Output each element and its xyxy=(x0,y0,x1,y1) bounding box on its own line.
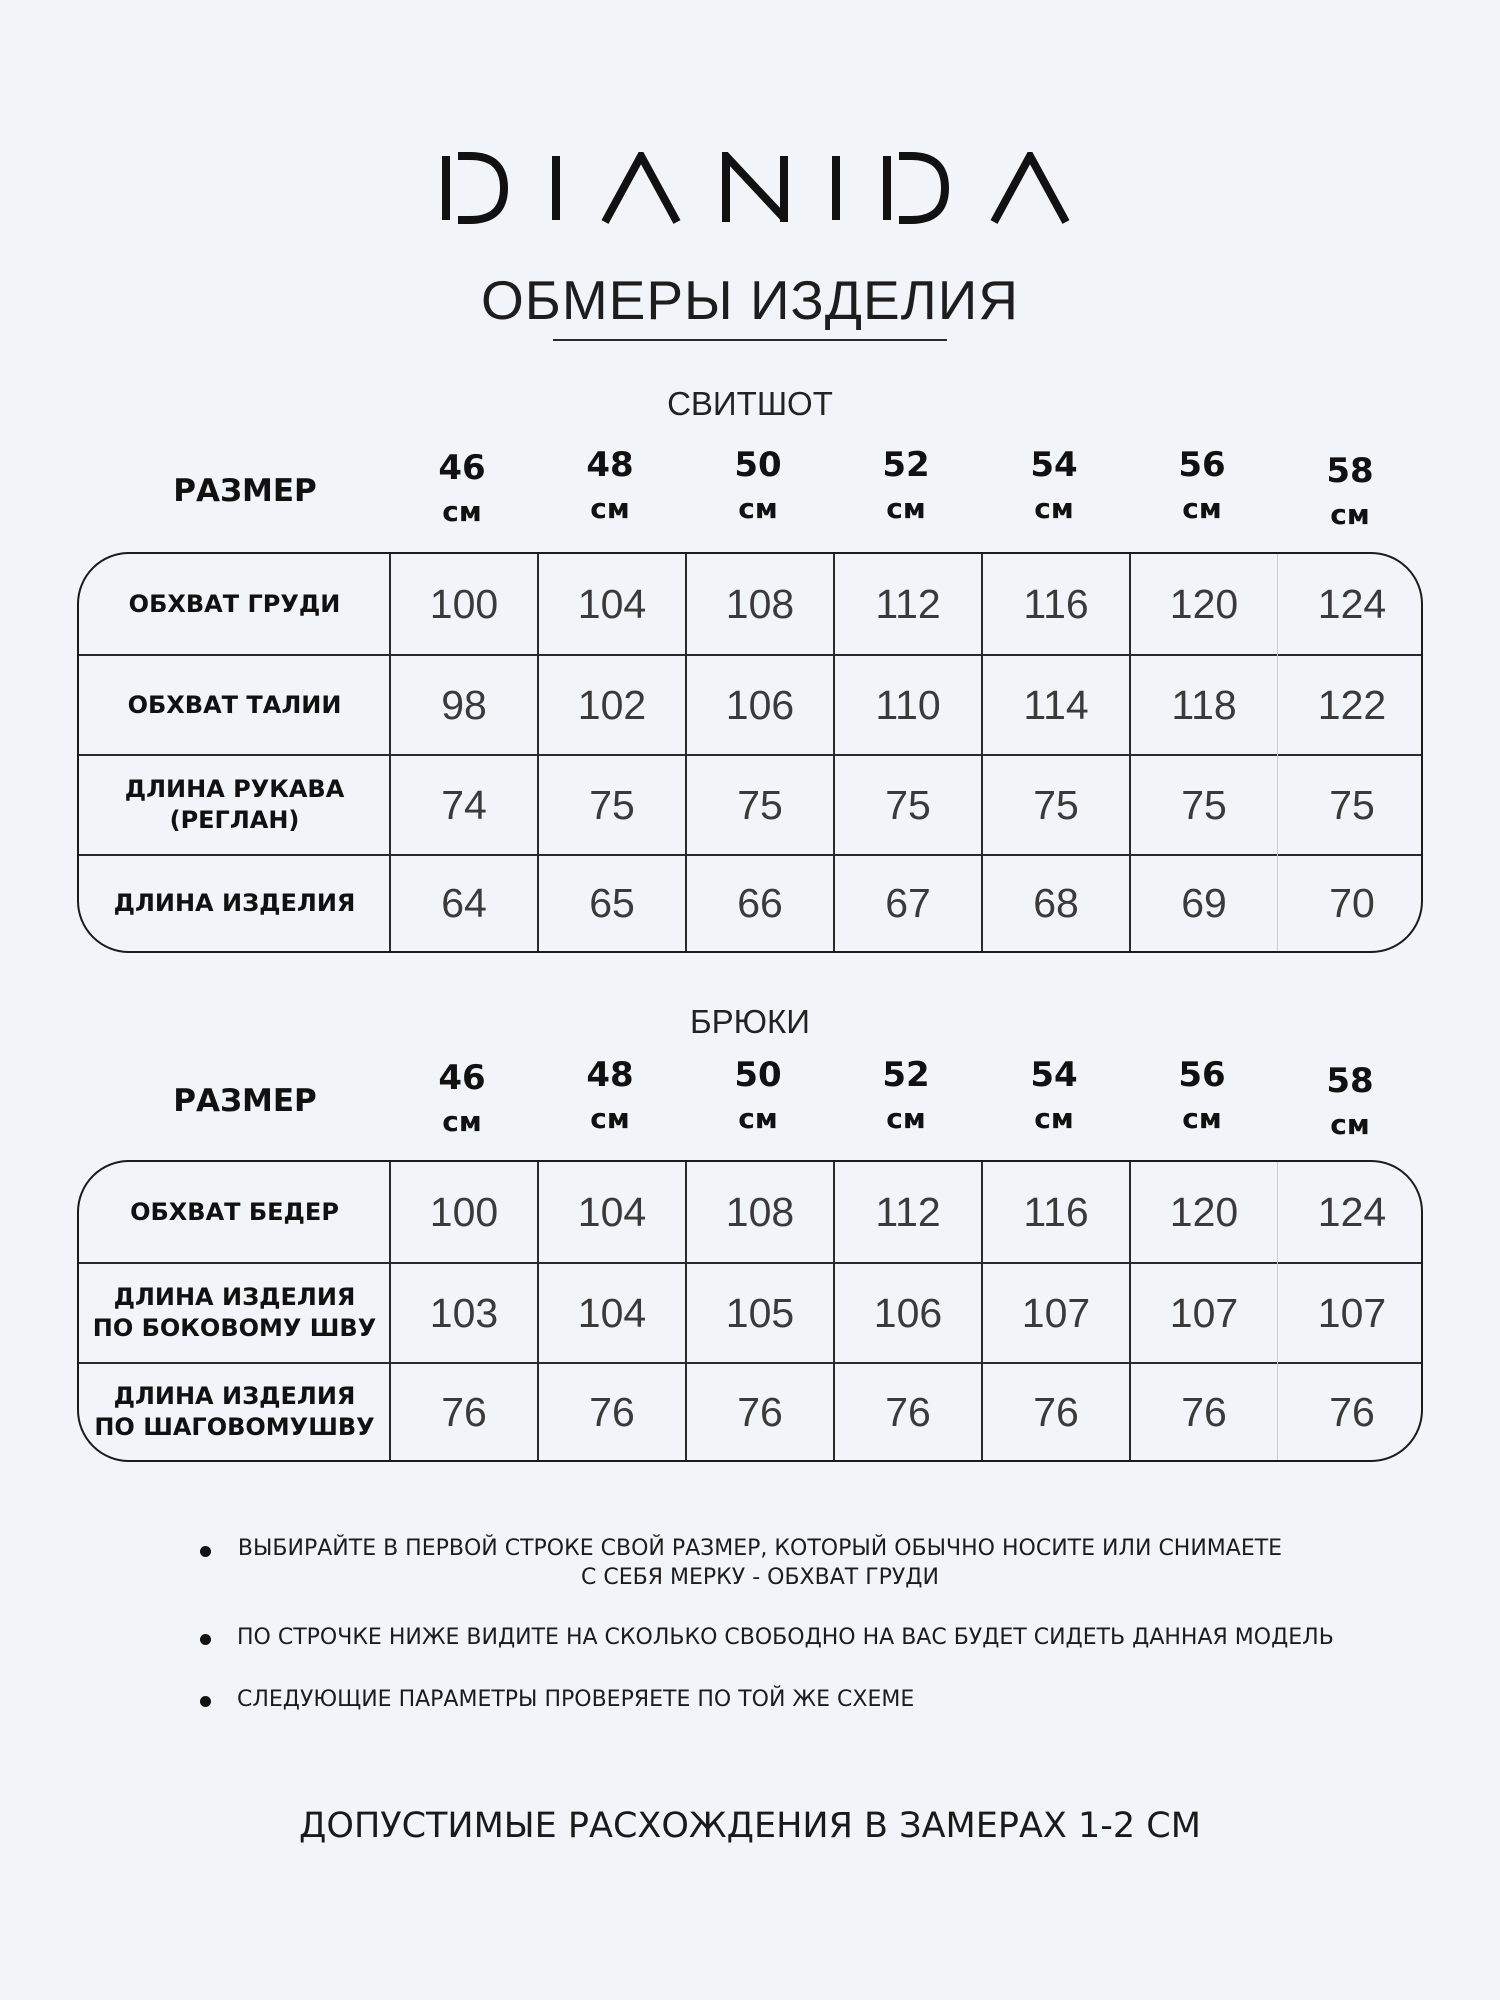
size-unit: см xyxy=(1330,498,1370,531)
size-unit: см xyxy=(442,1105,482,1138)
bullet-icon xyxy=(200,1634,211,1645)
table-cell: 102 xyxy=(577,681,647,728)
table-row xyxy=(79,1362,1423,1460)
table-cell: 114 xyxy=(1023,681,1089,728)
tolerance-note: ДОПУСТИМЫЕ РАСХОЖДЕНИЯ В ЗАМЕРАХ 1-2 СМ xyxy=(299,1806,1201,1846)
size-number: 56 xyxy=(1178,445,1226,485)
table-cell: 107 xyxy=(1317,1289,1387,1336)
size-number: 54 xyxy=(1030,1055,1078,1095)
table-cell: 75 xyxy=(589,781,635,828)
table-cell: 76 xyxy=(1329,1388,1375,1435)
sweatshirt-size-58 xyxy=(1276,451,1424,539)
note-3: СЛЕДУЮЩИЕ ПАРАМЕТРЫ ПРОВЕРЯЕТЕ ПО ТОЙ ЖЕ СХЕМЕ xyxy=(237,1687,915,1712)
table-cell: 107 xyxy=(1021,1289,1091,1336)
table-cell: 76 xyxy=(1181,1388,1227,1435)
size-number: 56 xyxy=(1178,1055,1226,1095)
table-cell: 75 xyxy=(885,781,931,828)
column-divider xyxy=(981,1162,983,1460)
table-cell: 100 xyxy=(429,1188,499,1235)
logo-letter-i xyxy=(549,152,563,224)
table-cell: 104 xyxy=(577,1188,647,1235)
size-unit: см xyxy=(1182,492,1222,525)
size-unit: см xyxy=(886,492,926,525)
column-divider xyxy=(1129,1162,1131,1460)
sweatshirt-size-46 xyxy=(388,448,536,536)
column-divider xyxy=(833,1162,835,1460)
table-cell: 76 xyxy=(441,1388,487,1435)
sweatshirt-size-54 xyxy=(980,445,1128,533)
table-cell: 75 xyxy=(1181,781,1227,828)
size-unit: см xyxy=(1034,1102,1074,1135)
size-unit: см xyxy=(442,495,482,528)
size-unit: см xyxy=(738,1102,778,1135)
table-cell: 120 xyxy=(1169,580,1239,627)
table-cell: 75 xyxy=(1329,781,1375,828)
column-divider xyxy=(389,1162,391,1460)
logo-letter-n xyxy=(720,152,790,224)
table-cell: 106 xyxy=(725,681,795,728)
pants-size-46 xyxy=(388,1058,536,1146)
table-cell: 104 xyxy=(577,580,647,627)
table-cell: 65 xyxy=(589,880,635,926)
table-cell: 116 xyxy=(1023,1188,1089,1235)
table-cell: 124 xyxy=(1317,580,1387,627)
note-2: ПО СТРОЧКЕ НИЖЕ ВИДИТЕ НА СКОЛЬКО СВОБОДНО НА ВАС БУДЕТ СИДЕТЬ ДАННАЯ МОДЕЛЬ xyxy=(237,1625,1334,1650)
pants-size-58 xyxy=(1276,1061,1424,1149)
pants-size-label: РАЗМЕР xyxy=(173,1083,317,1119)
sweatshirt-size-label: РАЗМЕР xyxy=(173,473,317,509)
column-divider xyxy=(1277,554,1278,951)
pants-size-52 xyxy=(832,1055,980,1143)
brand-logo xyxy=(440,140,1070,235)
pants-size-48 xyxy=(536,1055,684,1143)
table-cell: 76 xyxy=(1033,1388,1079,1435)
table-row xyxy=(79,754,1423,854)
size-number: 52 xyxy=(882,1055,930,1095)
bullet-icon xyxy=(200,1696,211,1707)
table-cell: 104 xyxy=(577,1289,647,1336)
pants-size-56 xyxy=(1128,1055,1276,1143)
size-number: 52 xyxy=(882,445,930,485)
table-cell: 70 xyxy=(1329,880,1375,926)
table-row xyxy=(79,1262,1423,1362)
table-cell: 66 xyxy=(737,880,783,926)
logo-letter-i-2 xyxy=(829,152,843,224)
row-label: ОБХВАТ БЕДЕР xyxy=(130,1197,339,1226)
sweatshirt-size-56 xyxy=(1128,445,1276,533)
table-cell: 64 xyxy=(441,880,487,926)
table-cell: 118 xyxy=(1171,681,1237,728)
logo-letter-a-2 xyxy=(990,152,1070,224)
row-label: ДЛИНА ИЗДЕЛИЯ ПО ШАГОВОМУШВУ xyxy=(94,1382,375,1441)
table-cell: 98 xyxy=(441,681,487,728)
table-cell: 69 xyxy=(1181,880,1227,926)
column-divider xyxy=(537,554,539,951)
table-row xyxy=(79,554,1423,654)
note-1: ВЫБИРАЙТЕ В ПЕРВОЙ СТРОКЕ СВОЙ РАЗМЕР, КОТОРЫЙ ОБЫЧНО НОСИТЕ ИЛИ СНИМАЕТЕ С СЕБЯ МЕРКУ - ОБХВАТ ГРУДИ xyxy=(237,1536,1283,1590)
column-divider xyxy=(685,1162,687,1460)
table-cell: 76 xyxy=(589,1388,635,1435)
logo-letter-a xyxy=(601,152,681,224)
size-number: 54 xyxy=(1030,445,1078,485)
table-cell: 74 xyxy=(441,781,487,828)
table-cell: 76 xyxy=(737,1388,783,1435)
size-number: 50 xyxy=(734,445,782,485)
size-number: 58 xyxy=(1326,451,1374,491)
size-number: 48 xyxy=(586,445,634,485)
table-cell: 75 xyxy=(1033,781,1079,828)
size-unit: см xyxy=(590,492,630,525)
table-cell: 75 xyxy=(737,781,783,828)
row-label: ОБХВАТ ТАЛИИ xyxy=(127,690,342,719)
row-label: ДЛИНА ИЗДЕЛИЯ xyxy=(113,889,356,917)
table-cell: 68 xyxy=(1033,880,1079,926)
size-unit: см xyxy=(1330,1108,1370,1141)
title-underline xyxy=(553,339,947,341)
table-cell: 112 xyxy=(875,1188,941,1235)
table-row xyxy=(79,654,1423,754)
row-label: ДЛИНА ИЗДЕЛИЯ ПО БОКОВОМУ ШВУ xyxy=(92,1283,377,1342)
table-cell: 108 xyxy=(725,1188,795,1235)
column-divider xyxy=(389,554,391,951)
logo-letter-d xyxy=(440,152,510,224)
size-unit: см xyxy=(886,1102,926,1135)
table-cell: 67 xyxy=(885,880,931,926)
sweatshirt-size-50 xyxy=(684,445,832,533)
column-divider xyxy=(1129,554,1131,951)
size-number: 50 xyxy=(734,1055,782,1095)
table-cell: 76 xyxy=(885,1388,931,1435)
table-cell: 110 xyxy=(875,681,941,728)
column-divider xyxy=(1277,1162,1278,1460)
size-number: 46 xyxy=(438,1058,486,1098)
table-row xyxy=(79,1162,1423,1262)
table-cell: 105 xyxy=(725,1289,795,1336)
sweatshirt-section-title: СВИТШОТ xyxy=(667,385,833,422)
table-cell: 124 xyxy=(1317,1188,1387,1235)
pants-section-title: БРЮКИ xyxy=(690,1003,810,1040)
table-cell: 120 xyxy=(1169,1188,1239,1235)
table-cell: 108 xyxy=(725,580,795,627)
column-divider xyxy=(833,554,835,951)
page-title: ОБМЕРЫ ИЗДЕЛИЯ xyxy=(480,269,1020,331)
table-cell: 107 xyxy=(1169,1289,1239,1336)
pants-size-54 xyxy=(980,1055,1128,1143)
size-number: 48 xyxy=(586,1055,634,1095)
size-unit: см xyxy=(738,492,778,525)
row-label: ДЛИНА РУКАВА (РЕГЛАН) xyxy=(124,775,345,834)
column-divider xyxy=(537,1162,539,1460)
table-cell: 112 xyxy=(875,580,941,627)
table-cell: 106 xyxy=(873,1289,943,1336)
table-cell: 122 xyxy=(1317,681,1387,728)
size-unit: см xyxy=(1182,1102,1222,1135)
size-number: 58 xyxy=(1326,1061,1374,1101)
pants-size-50 xyxy=(684,1055,832,1143)
pants-size-table xyxy=(77,1160,1423,1462)
sweatshirt-size-48 xyxy=(536,445,684,533)
sweatshirt-size-table xyxy=(77,552,1423,953)
table-cell: 103 xyxy=(429,1289,499,1336)
size-unit: см xyxy=(1034,492,1074,525)
table-cell: 100 xyxy=(429,580,499,627)
logo-letter-d-2 xyxy=(881,152,951,224)
table-row xyxy=(79,854,1423,951)
row-label: ОБХВАТ ГРУДИ xyxy=(128,589,341,618)
table-cell: 116 xyxy=(1023,580,1089,627)
sweatshirt-size-52 xyxy=(832,445,980,533)
size-number: 46 xyxy=(438,448,486,488)
column-divider xyxy=(981,554,983,951)
size-unit: см xyxy=(590,1102,630,1135)
column-divider xyxy=(685,554,687,951)
